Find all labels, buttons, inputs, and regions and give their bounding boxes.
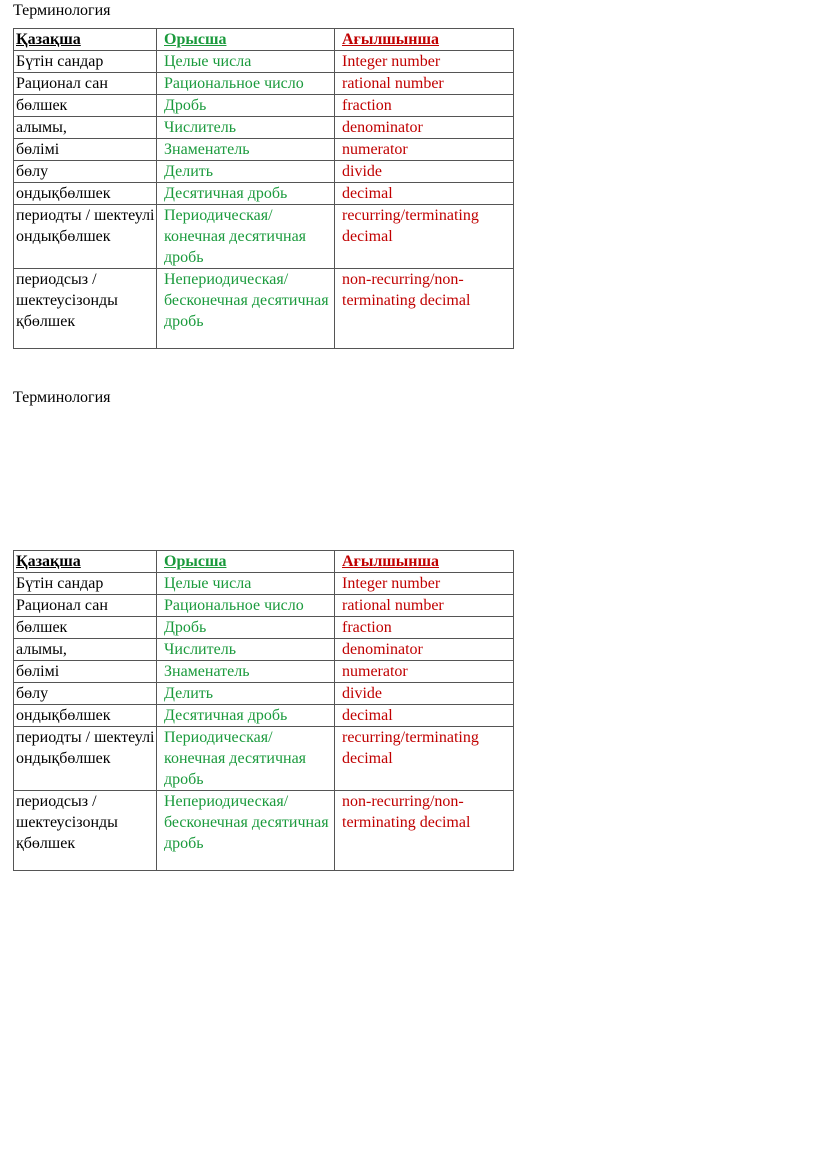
english-term: decimal bbox=[335, 183, 514, 205]
russian-term: Дробь bbox=[157, 95, 335, 117]
russian-term: Знаменатель bbox=[157, 139, 335, 161]
table-row bbox=[14, 705, 514, 727]
russian-term: Непериодическая/ бесконечная десятичная дробь bbox=[157, 791, 335, 871]
english-term: fraction bbox=[335, 617, 514, 639]
kazakh-term: периодты / шектеулі ондықбөлшек bbox=[14, 727, 157, 791]
kazakh-term: Рационал сан bbox=[14, 73, 157, 95]
russian-term: Целые числа bbox=[157, 51, 335, 73]
kazakh-term: бөлімі bbox=[14, 139, 157, 161]
russian-term: Целые числа bbox=[157, 573, 335, 595]
table-row bbox=[14, 73, 514, 95]
table-row bbox=[14, 617, 514, 639]
kazakh-term: ондықбөлшек bbox=[14, 705, 157, 727]
column-header-english: Ағылшынша bbox=[335, 551, 514, 573]
english-term: denominator bbox=[335, 639, 514, 661]
english-term: divide bbox=[335, 161, 514, 183]
russian-term: Числитель bbox=[157, 117, 335, 139]
table-row bbox=[14, 183, 514, 205]
table-row bbox=[14, 573, 514, 595]
russian-term: Непериодическая/ бесконечная десятичная дробь bbox=[157, 269, 335, 349]
table-row bbox=[14, 683, 514, 705]
section-title: Терминология bbox=[13, 2, 111, 19]
kazakh-term: бөлшек bbox=[14, 617, 157, 639]
column-header-kazakh: Қазақша bbox=[14, 29, 157, 51]
russian-term: Периодическая/ конечная десятичная дробь bbox=[157, 205, 335, 269]
english-term: numerator bbox=[335, 139, 514, 161]
table-row bbox=[14, 595, 514, 617]
english-term: recurring/terminating decimal bbox=[335, 727, 514, 791]
russian-term: Рациональное число bbox=[157, 73, 335, 95]
table-header-row bbox=[14, 29, 514, 51]
russian-term: Делить bbox=[157, 161, 335, 183]
kazakh-term: бөлу bbox=[14, 683, 157, 705]
russian-term: Рациональное число bbox=[157, 595, 335, 617]
english-term: decimal bbox=[335, 705, 514, 727]
english-term: rational number bbox=[335, 595, 514, 617]
english-term: Integer number bbox=[335, 51, 514, 73]
kazakh-term: периодты / шектеулі ондықбөлшек bbox=[14, 205, 157, 269]
russian-term: Делить bbox=[157, 683, 335, 705]
russian-term: Числитель bbox=[157, 639, 335, 661]
kazakh-term: алымы, bbox=[14, 117, 157, 139]
kazakh-term: Рационал сан bbox=[14, 595, 157, 617]
russian-term: Дробь bbox=[157, 617, 335, 639]
kazakh-term: бөлімі bbox=[14, 661, 157, 683]
english-term: denominator bbox=[335, 117, 514, 139]
russian-term: Знаменатель bbox=[157, 661, 335, 683]
kazakh-term: алымы, bbox=[14, 639, 157, 661]
table-header-row bbox=[14, 551, 514, 573]
column-header-kazakh: Қазақша bbox=[14, 551, 157, 573]
russian-term: Десятичная дробь bbox=[157, 705, 335, 727]
table-row bbox=[14, 117, 514, 139]
table-row bbox=[14, 161, 514, 183]
english-term: non-recurring/non-terminating decimal bbox=[335, 791, 514, 871]
table-row bbox=[14, 639, 514, 661]
column-header-english: Ағылшынша bbox=[335, 29, 514, 51]
english-term: non-recurring/non-terminating decimal bbox=[335, 269, 514, 349]
terminology-table bbox=[13, 28, 514, 349]
kazakh-term: бөлу bbox=[14, 161, 157, 183]
english-term: rational number bbox=[335, 73, 514, 95]
table-row bbox=[14, 95, 514, 117]
english-term: fraction bbox=[335, 95, 514, 117]
kazakh-term: бөлшек bbox=[14, 95, 157, 117]
table-row bbox=[14, 205, 514, 269]
russian-term: Десятичная дробь bbox=[157, 183, 335, 205]
english-term: numerator bbox=[335, 661, 514, 683]
table-row bbox=[14, 661, 514, 683]
table-row bbox=[14, 791, 514, 871]
english-term: recurring/terminating decimal bbox=[335, 205, 514, 269]
kazakh-term: ондықбөлшек bbox=[14, 183, 157, 205]
russian-term: Периодическая/ конечная десятичная дробь bbox=[157, 727, 335, 791]
kazakh-term: Бүтін сандар bbox=[14, 573, 157, 595]
kazakh-term: периодсыз /шектеусізонды қбөлшек bbox=[14, 269, 157, 349]
column-header-russian: Орысша bbox=[157, 29, 335, 51]
table-row bbox=[14, 139, 514, 161]
english-term: Integer number bbox=[335, 573, 514, 595]
kazakh-term: периодсыз /шектеусізонды қбөлшек bbox=[14, 791, 157, 871]
section-title: Терминология bbox=[13, 389, 111, 406]
kazakh-term: Бүтін сандар bbox=[14, 51, 157, 73]
table-row bbox=[14, 51, 514, 73]
table-row bbox=[14, 727, 514, 791]
column-header-russian: Орысша bbox=[157, 551, 335, 573]
table-row bbox=[14, 269, 514, 349]
english-term: divide bbox=[335, 683, 514, 705]
terminology-table bbox=[13, 550, 514, 871]
